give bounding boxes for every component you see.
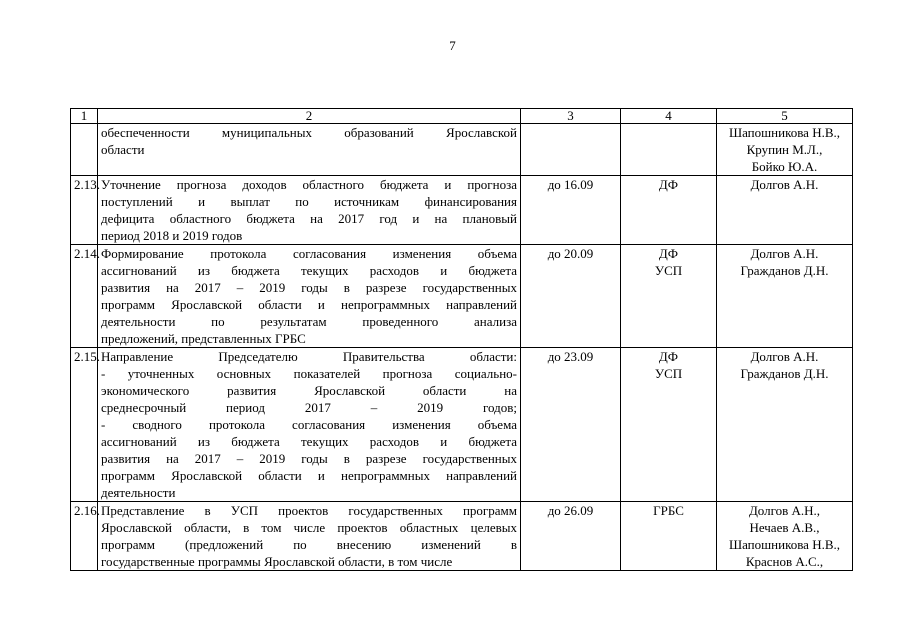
task-line: Представление в УСП проектов государственных программ — [101, 503, 517, 518]
column-header: 1 — [71, 109, 98, 124]
executors — [621, 502, 717, 571]
responsible-persons — [717, 176, 853, 245]
responsible-name: Долгов А.Н. — [750, 349, 819, 364]
responsible-name: Крупин М.Л., — [746, 142, 823, 157]
task-line: ассигнований из бюджета текущих расходов и бюджета — [101, 263, 517, 278]
task-line: поступлений и выплат по источникам финансирования — [101, 194, 517, 209]
responsible-persons — [717, 124, 853, 176]
executor-name: ГРБС — [653, 503, 684, 518]
table-row — [71, 176, 853, 245]
task-line: программ Ярославской области и непрограммных направлений — [101, 468, 517, 483]
task-line: программ (предложений по внесению изменений в — [101, 537, 517, 552]
responsible-persons — [717, 245, 853, 348]
deadline: до 26.09 — [521, 502, 621, 571]
executor-name: УСП — [654, 263, 683, 278]
item-number — [71, 124, 98, 176]
task-line: Уточнение прогноза доходов областного бюджета и прогноза — [101, 177, 517, 192]
task-line: обеспеченности муниципальных образований Ярославской — [101, 125, 517, 140]
table-row — [71, 348, 853, 502]
responsible-persons — [717, 348, 853, 502]
item-number: 2.13. — [71, 176, 98, 245]
responsible-name: Долгов А.Н. — [750, 246, 819, 261]
task-line: развития на 2017 – 2019 годы в разрезе государственных — [101, 451, 517, 466]
executor-name: УСП — [654, 366, 683, 381]
page-number: 7 — [449, 38, 456, 53]
executors — [621, 124, 717, 176]
task-line: ассигнований из бюджета текущих расходов и бюджета — [101, 434, 517, 449]
task-description — [98, 176, 521, 245]
table-row — [71, 502, 853, 571]
responsible-name: Краснов А.С., — [745, 554, 824, 569]
task-line: дефицита областного бюджета на 2017 год и на плановый — [101, 211, 517, 226]
task-line: развития на 2017 – 2019 годы в разрезе государственных — [101, 280, 517, 295]
task-line: Направление Председателю Правительства области: — [101, 349, 517, 364]
task-line: деятельности по результатам проведенного анализа — [101, 314, 517, 329]
responsible-name: Долгов А.Н. — [750, 177, 819, 192]
task-description — [98, 124, 521, 176]
item-number: 2.15. — [71, 348, 98, 502]
item-number: 2.14. — [71, 245, 98, 348]
deadline: до 16.09 — [521, 176, 621, 245]
executors — [621, 245, 717, 348]
responsible-name: Гражданов Д.Н. — [740, 263, 829, 278]
deadline — [521, 124, 621, 176]
task-line: Формирование протокола согласования изменения объема — [101, 246, 517, 261]
task-description — [98, 502, 521, 571]
task-line: программ Ярославской области и непрограммных направлений — [101, 297, 517, 312]
executor-name: ДФ — [658, 349, 679, 364]
column-header: 2 — [98, 109, 521, 124]
table-row — [71, 245, 853, 348]
table-body — [71, 124, 853, 571]
task-line: области — [101, 142, 145, 157]
task-line: период 2018 и 2019 годов — [101, 228, 243, 243]
deadline: до 20.09 — [521, 245, 621, 348]
executor-name: ДФ — [658, 246, 679, 261]
responsible-name: Бойко Ю.А. — [751, 159, 818, 174]
responsible-name: Нечаев А.В., — [749, 520, 820, 535]
task-line: - сводного протокола согласования изменения объема — [101, 417, 517, 432]
plan-table — [70, 108, 853, 571]
task-line: предложений, представленных ГРБС — [101, 331, 306, 346]
responsible-name: Шапошникова Н.В., — [728, 537, 841, 552]
executor-name: ДФ — [658, 177, 679, 192]
table-row — [71, 124, 853, 176]
table-header-row — [71, 109, 853, 124]
task-line: - уточненных основных показателей прогноза социально- — [101, 366, 517, 381]
task-line: среднесрочный период 2017 – 2019 годов; — [101, 400, 517, 415]
responsible-name: Долгов А.Н., — [748, 503, 821, 518]
responsible-persons — [717, 502, 853, 571]
deadline: до 23.09 — [521, 348, 621, 502]
column-header: 3 — [521, 109, 621, 124]
task-description — [98, 348, 521, 502]
executors — [621, 176, 717, 245]
executors — [621, 348, 717, 502]
column-header: 5 — [717, 109, 853, 124]
task-line: экономического развития Ярославской области на — [101, 383, 517, 398]
responsible-name: Шапошникова Н.В., — [728, 125, 841, 140]
task-line: Ярославской области, в том числе проектов областных целевых — [101, 520, 517, 535]
task-description — [98, 245, 521, 348]
responsible-name: Гражданов Д.Н. — [740, 366, 829, 381]
column-header: 4 — [621, 109, 717, 124]
item-number: 2.16. — [71, 502, 98, 571]
task-line: деятельности — [101, 485, 176, 500]
task-line: государственные программы Ярославской области, в том числе — [101, 554, 453, 569]
